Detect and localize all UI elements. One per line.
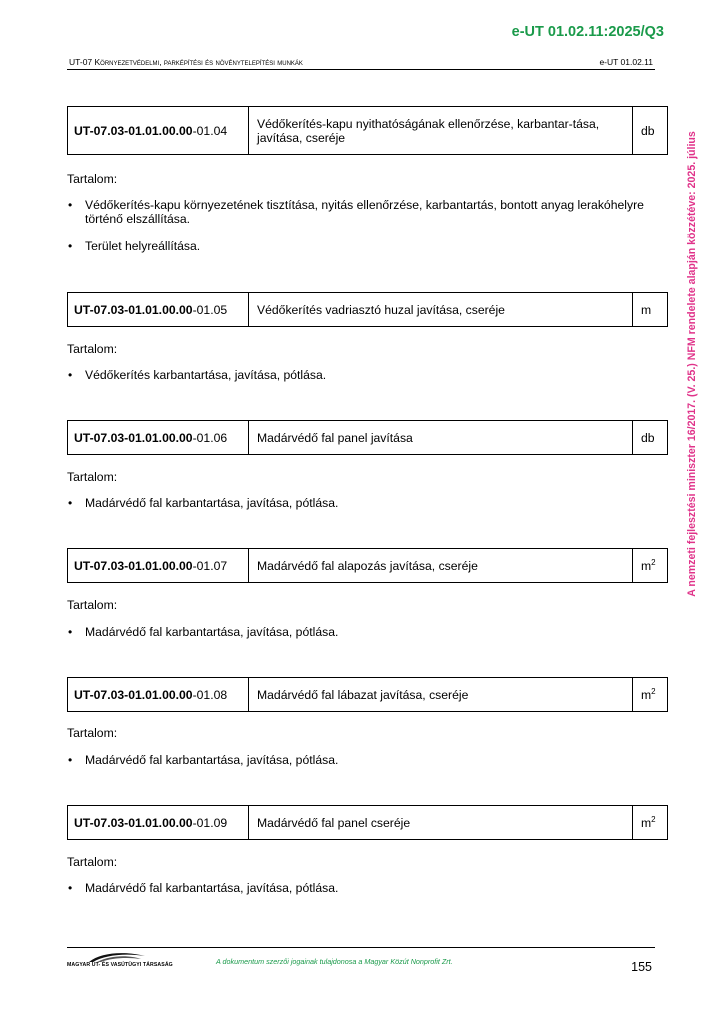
item-unit: m	[633, 293, 668, 327]
item-unit: $m^2$	[633, 806, 668, 840]
content-label: Tartalom:	[67, 855, 118, 869]
list-item: • Madárvédő fal karbantartása, javítása, pótlása.	[67, 753, 657, 767]
content-list	[67, 753, 657, 780]
item-unit: $m^2$	[633, 678, 668, 712]
content-label: Tartalom:	[67, 172, 118, 186]
logo-text: MAGYAR ÚT- ÉS VASÚTÜGYI TÁRSASÁG	[67, 962, 173, 968]
item-description: Védőkerítés vadriasztó huzal javítása, cseréje	[249, 293, 633, 327]
item-table	[67, 292, 668, 327]
content-list	[67, 881, 657, 908]
content-label: Tartalom:	[67, 726, 118, 740]
item-table	[67, 548, 668, 583]
item-description: Madárvédő fal panel cseréje	[249, 806, 633, 840]
item-code: UT-07.03-01.01.00.00-01.06	[68, 421, 249, 455]
item-code: UT-07.03-01.01.00.00-01.08	[68, 678, 249, 712]
list-item: • Madárvédő fal karbantartása, javítása, pótlása.	[67, 881, 657, 895]
item-code: UT-07.03-01.01.00.00-01.04	[68, 107, 249, 155]
content-list	[67, 198, 657, 266]
copyright-notice: A dokumentum szerzői jogainak tulajdonosa a Magyar Közút Nonprofit Zrt.	[216, 957, 453, 966]
item-unit: db	[633, 107, 668, 155]
association-logo	[67, 950, 173, 972]
document-code: e-UT 01.02.11:2025/Q3	[511, 24, 664, 40]
item-code: UT-07.03-01.01.00.00-01.07	[68, 549, 249, 583]
content-list	[67, 368, 657, 395]
list-item: • Védőkerítés karbantartása, javítása, pótlása.	[67, 368, 657, 382]
content-list	[67, 496, 657, 523]
item-description: Madárvédő fal lábazat javítása, cseréje	[249, 678, 633, 712]
item-unit: $m^2$	[633, 549, 668, 583]
short-doc-code: e-UT 01.02.11	[599, 57, 653, 67]
item-table	[67, 677, 668, 712]
running-header	[67, 57, 655, 70]
list-item: • Madárvédő fal karbantartása, javítása, pótlása.	[67, 625, 657, 639]
list-item: • Madárvédő fal karbantartása, javítása, pótlása.	[67, 496, 657, 510]
item-description: Védőkerítés-kapu nyithatóságának ellenőrzése, karbantar-tása, javítása, cseréje	[249, 107, 633, 155]
content-list	[67, 625, 657, 652]
item-description: Madárvédő fal panel javítása	[249, 421, 633, 455]
item-code: UT-07.03-01.01.00.00-01.09	[68, 806, 249, 840]
footer-rule	[67, 947, 655, 948]
item-table	[67, 106, 668, 155]
content-label: Tartalom:	[67, 598, 118, 612]
item-unit: db	[633, 421, 668, 455]
page-number: 155	[631, 960, 652, 974]
item-description: Madárvédő fal alapozás javítása, cseréje	[249, 549, 633, 583]
item-table	[67, 420, 668, 455]
publication-side-note: A nemzeti fejlesztési miniszter 16/2017. (V. 25.) NFM rendelete alapján közzétéve: 2025. július	[686, 131, 698, 597]
section-title: UT-07 Környezetvédelmi, parképítési és növénytelepítési munkák	[69, 57, 303, 67]
list-item: • Védőkerítés-kapu környezetének tisztítása, nyitás ellenőrzése, karbantartás, bontott anyag lerakóhelyre történő elszállítása.	[67, 198, 657, 226]
item-table	[67, 805, 668, 840]
content-label: Tartalom:	[67, 342, 118, 356]
content-label: Tartalom:	[67, 470, 118, 484]
list-item: • Terület helyreállítása.	[67, 239, 657, 253]
item-code: UT-07.03-01.01.00.00-01.05	[68, 293, 249, 327]
